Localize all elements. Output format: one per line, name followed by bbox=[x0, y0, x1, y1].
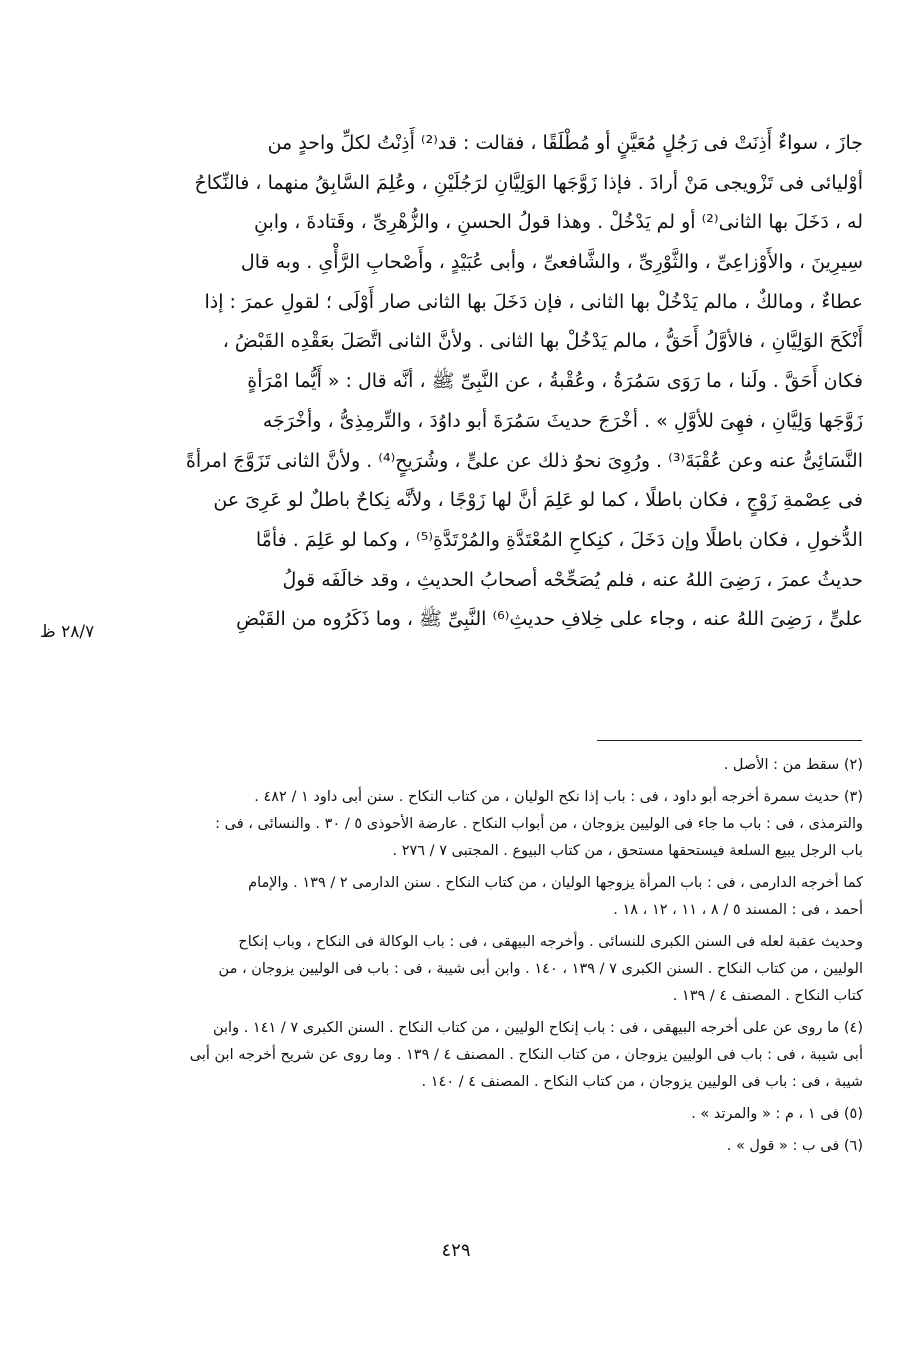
main-text-line: فكان أَحَقَّ . ولَنا ، ما رَوَى سَمُرَةُ ، وعُقْبةُ ، عن النَّبِىِّ ﷺ ، أنَّه قال : « أَيُّما امْرَأةٍ bbox=[247, 370, 863, 393]
footnote-line: (٦) فى ب : « قول » . bbox=[726, 1138, 863, 1154]
footnotes-section bbox=[128, 752, 863, 1165]
main-text-line: عطاءٌ ، ومالكٌ ، مالم يَدْخُلْ بها الثانى ، فإن دَخَلَ بها الثانى صار أَوْلَى ؛ لقولِ عمرَ : إذا bbox=[204, 290, 863, 313]
footnote-line: (٥) فى ١ ، م : « والمرتد » . bbox=[691, 1106, 863, 1122]
main-text-line: فى عِصْمةِ زَوْجٍ ، فكان باطلًا ، كما لو عَلِمَ أنَّ لها زَوْجًا ، ولأنَّه نِكاحٌ باطلٌ لو عَرِىَ عن bbox=[213, 489, 863, 512]
page-number: ٤٢٩ bbox=[441, 1240, 471, 1261]
footnote-line: (٤) ما روى عن على أخرجه البيهقى ، فى : باب إنكاح الوليين ، من كتاب النكاح . السنن الكبرى ٧ / ١٤١ . وابن bbox=[212, 1020, 863, 1036]
footnote bbox=[128, 752, 863, 779]
footnote-line: الوليين ، من كتاب النكاح . السنن الكبرى ٧ / ١٣٩ ، ١٤٠ . وابن أبى شيبة ، فى : باب فى الوليين يزوجان ، من bbox=[218, 961, 863, 977]
footnote-line: (٢) سقط من : الأصل . bbox=[723, 757, 863, 773]
footnote-line: كما أخرجه الدارمى ، فى : باب المرأة يزوجها الوليان ، من كتاب النكاح . سنن الدارمى ٢ / ١٣٩ . والإمام bbox=[248, 875, 863, 891]
footnote-line: كتاب النكاح . المصنف ٤ / ١٣٩ . bbox=[672, 988, 863, 1004]
main-text-line: أَنْكَحَ الوَلِيَّانِ ، فالأوَّلُ أَحَقُّ ، مالم يَدْخُلْ بها الثانى . ولأنَّ الثانى اتَّصَلَ بعَقْدِه القَبْضُ ، bbox=[222, 330, 863, 353]
footnote-line: وحديث عقبة لعله فى السنن الكبرى للنسائى . وأخرجه البيهقى ، فى : باب الوكالة فى النكاح ، وباب إنكاح bbox=[238, 934, 863, 950]
footnote-line: أحمد ، فى : المسند ٥ / ٨ ، ١١ ، ١٢ ، ١٨ . bbox=[613, 902, 863, 918]
main-text-body bbox=[128, 124, 863, 640]
footnote bbox=[128, 784, 863, 865]
footnote-line: أبى شيبة ، فى : باب فى الوليين يزوجان ، من كتاب النكاح . المصنف ٤ / ١٣٩ . وما روى عن شريح أخرجه ابن أبى bbox=[189, 1047, 863, 1063]
footnote-line: والترمذى ، فى : باب ما جاء فى الوليين يزوجان ، من أبواب النكاح . عارضة الأحوذى ٥ / ٣٠ . والنسائى ، فى : bbox=[215, 816, 863, 832]
main-text-line: جازَ ، سواءٌ أَذِنَتْ فى رَجُلٍ مُعَيَّنٍ أو مُطْلَقًا ، فقالت : قد⁽²⁾ أَذِنْتُ لكلِّ واحدٍ من bbox=[267, 132, 863, 154]
main-text-line: سِيرِينَ ، والأَوْزاعِىِّ ، والثَّوْرِىِّ ، والشَّافعىِّ ، وأبى عُبَيْدٍ ، وأَصْحابِ الرَّأْىِ . وبه قال bbox=[240, 251, 863, 274]
footnote-line: (٣) حديث سمرة أخرجه أبو داود ، فى : باب إذا نكح الوليان ، من كتاب النكاح . سنن أبى داود ١ / ٤٨٢ . bbox=[254, 789, 863, 805]
margin-manuscript-reference: ٢٨/٧ ظ bbox=[40, 622, 95, 642]
footnote-line: باب الرجل يبيع السلعة فيستحقها مستحق ، من كتاب البيوع . المجتبى ٧ / ٢٧٦ . bbox=[392, 843, 863, 859]
footnote bbox=[128, 1133, 863, 1160]
footnote bbox=[128, 1101, 863, 1128]
footnote-line: شيبة ، فى : باب فى الوليين يزوجان ، من كتاب النكاح . المصنف ٤ / ١٤٠ . bbox=[421, 1074, 863, 1090]
footnote-separator-line bbox=[597, 740, 862, 741]
main-text-line: النَّسَائِىُّ عنه وعن عُقْبَةَ⁽³⁾ . ورُوِىَ نحوُ ذلك عن علىٍّ ، وشُرَيحٍ⁽⁴⁾ . ولأنَّ الثانى تَزَوَّجَ امرأةً bbox=[185, 449, 863, 472]
main-text-line: حديثُ عمرَ ، رَضِىَ اللهُ عنه ، فلم يُصَحِّحْه أصحابُ الحديثِ ، وقد خالَفَه قولُ bbox=[282, 568, 863, 591]
main-text-line: الدُّخولِ ، فكان باطلًا وإن دَخَلَ ، كنِكاحِ المُعْتَدَّةِ والمُرْتَدَّةِ⁽⁵⁾ ، وكما لو عَلِمَ . فأمَّا bbox=[255, 528, 863, 551]
main-text-line: له ، دَخَلَ بها الثانى⁽²⁾ أو لم يَدْخُلْ . وهذا قولُ الحسنِ ، والزُّهْرِىِّ ، وقَتادةَ ، وابنِ bbox=[253, 211, 863, 234]
main-text-line: أوْليائى فى تَزْويجى مَنْ أرادَ . فإذا زَوَّجَها الوَلِيَّانِ لرَجُلَيْنِ ، وعُلِمَ السَّابِقُ منهما ، فالنِّكاحُ bbox=[194, 171, 863, 194]
main-text-line: زَوَّجَها وَلِيَّانِ ، فهِىَ للأوَّلِ » . أخْرَجَ حديثَ سَمُرَةَ أبو داوُدَ ، والتِّرمِذِىُّ ، وأخْرَجَه bbox=[262, 409, 863, 432]
footnote bbox=[128, 929, 863, 1010]
footnote bbox=[128, 870, 863, 924]
main-text-line: علىٍّ ، رَضِىَ اللهُ عنه ، وجاء على خِلافِ حديثِ⁽⁶⁾ النَّبِىِّ ﷺ ، وما ذَكَرُوه من القَبْضِ bbox=[236, 608, 863, 631]
footnote bbox=[128, 1015, 863, 1096]
